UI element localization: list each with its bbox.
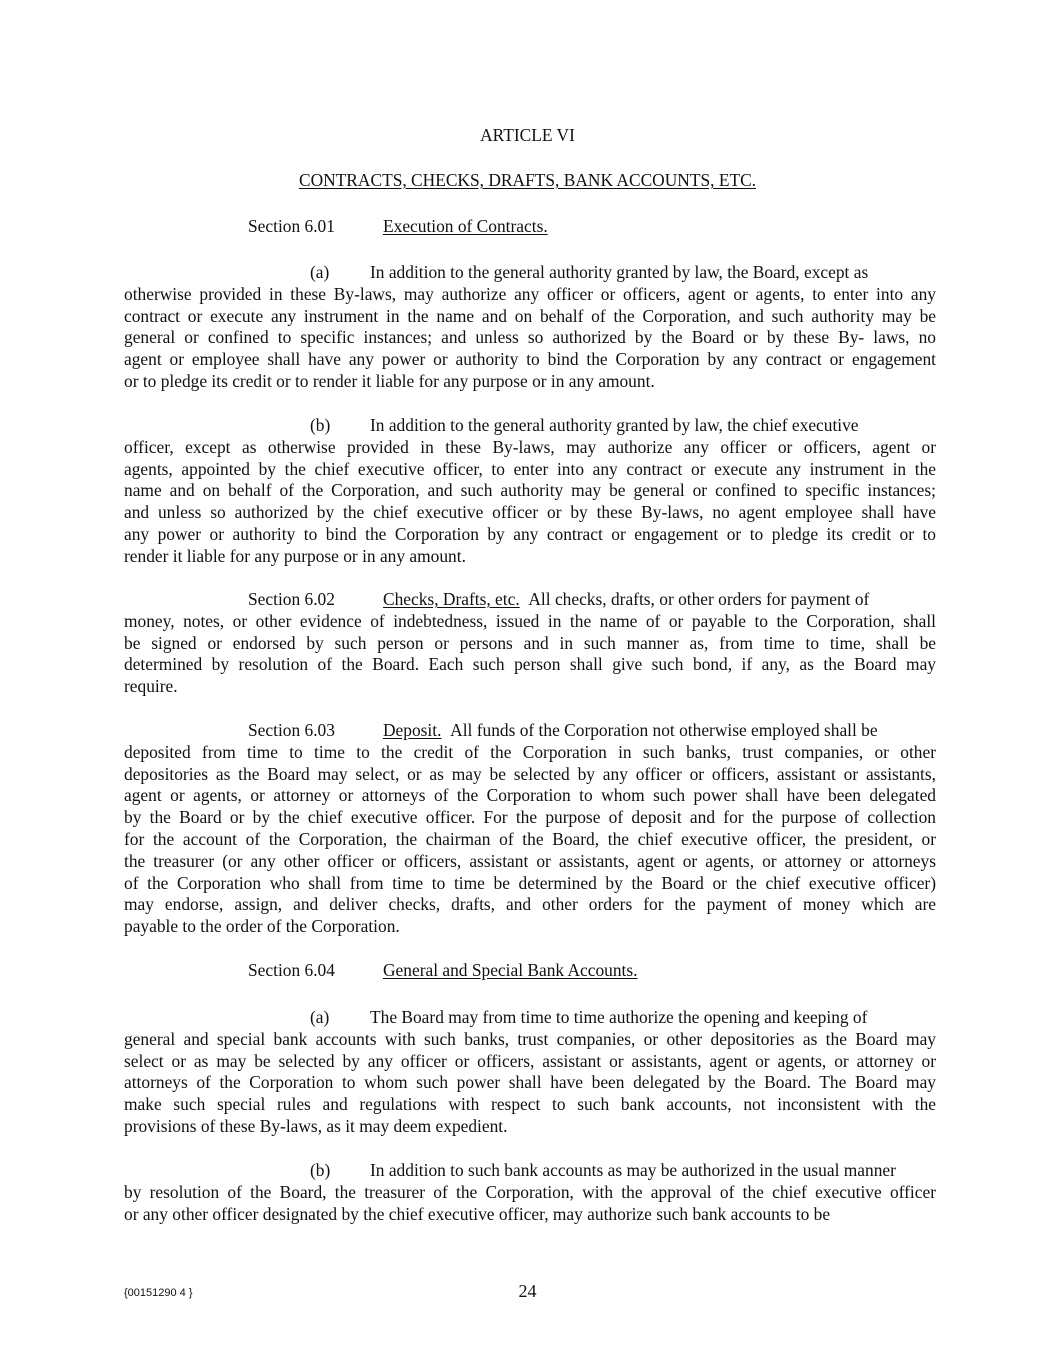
section-6-03-first-line [124, 720, 936, 742]
paragraph-line: attorneys of the Corporation to whom such power shall have been delegated by the Board. The Board may [124, 1072, 936, 1093]
paragraph-line: agents, appointed by the chief executive officer, to enter into any contract or execute any instrument in the [124, 458, 936, 479]
paragraph-line: for the account of the Corporation, the chairman of the Board, the chief executive officer, the president, or [124, 828, 936, 849]
paragraph-line: by the Board or by the chief executive officer. For the purpose of deposit and for the purpose of collection [124, 807, 936, 828]
paragraph-line: render it liable for any purpose or in any amount. [124, 545, 466, 566]
paragraph-line: provisions of these By-laws, as it may deem expedient. [124, 1115, 508, 1136]
paragraph-line: the treasurer (or any other officer or officers, assistant or assistants, agent or agents, or attorney or attorneys [124, 850, 936, 871]
paragraph-line: otherwise provided in these By-laws, may authorize any officer or officers, agent or agents, to enter into any [124, 283, 936, 304]
section-6-01-heading: Execution of Contracts. [383, 216, 548, 236]
section-6-03 [124, 720, 936, 938]
paragraph-line: of the Corporation who shall from time to time be determined by the Board or the chief executive officer) [124, 872, 936, 893]
section-6-01-number: Section 6.01 [248, 216, 335, 236]
section-6-02 [124, 589, 936, 698]
section-6-01-a [124, 262, 936, 393]
section-6-03-number: Section 6.03 [248, 720, 335, 740]
paragraph-line: depositories as the Board may select, or as may be selected by any officer or officers, assistant or assistants, [124, 763, 936, 784]
article-number: ARTICLE VI [480, 125, 575, 145]
paragraph-line: make such special rules and regulations with respect to such bank accounts, not inconsistent with the [124, 1094, 936, 1115]
article-title: CONTRACTS, CHECKS, DRAFTS, BANK ACCOUNTS, ETC. [298, 170, 757, 190]
paragraph-line: be signed or endorsed by such person or persons and in such manner as, from time to time, shall be [124, 632, 936, 653]
paragraph-line: In addition to such bank accounts as may be authorized in the usual manner [370, 1160, 896, 1180]
paragraph-line: In addition to the general authority granted by law, the Board, except as [370, 262, 869, 282]
paragraph-line: agent or employee shall have any power or authority to bind the Corporation by any contract or engagement [124, 349, 936, 370]
paragraph-line: All funds of the Corporation not otherwise employed shall be [450, 720, 878, 740]
paragraph-first-line [124, 415, 936, 437]
section-6-04-heading: General and Special Bank Accounts. [383, 960, 638, 980]
paragraph-line: or to pledge its credit or to render it liable for any purpose or in any amount. [124, 370, 655, 391]
section-6-04-number: Section 6.04 [248, 960, 335, 980]
section-6-04-b [124, 1160, 936, 1225]
paragraph-line: require. [124, 676, 178, 697]
paragraph-line: The Board may from time to time authorize the opening and keeping of [370, 1007, 868, 1027]
paragraph-first-line [124, 1160, 936, 1182]
paragraph-first-line [124, 262, 936, 284]
paragraph-line: determined by resolution of the Board. Each such person shall give such bond, if any, as the Board may [124, 654, 936, 675]
paragraph-line: In addition to the general authority granted by law, the chief executive [370, 415, 859, 435]
sub-label: (a) [310, 1007, 330, 1027]
section-6-04-a [124, 1007, 936, 1138]
paragraph-line: name and on behalf of the Corporation, and such authority may be general or confined to specific instances; [124, 480, 936, 501]
paragraph-line: payable to the order of the Corporation. [124, 916, 400, 937]
sub-label: (b) [310, 1160, 331, 1180]
section-6-03-heading: Deposit. [383, 720, 442, 740]
paragraph-line: deposited from time to time to the credit of the Corporation in such banks, trust companies, or other [124, 741, 936, 762]
paragraph-first-line [124, 1007, 936, 1029]
paragraph-line: select or as may be selected by any officer or officers, assistant or assistants, agent or agents, or attorney or [124, 1050, 936, 1071]
paragraph-line: and unless so authorized by the chief executive officer or by these By-laws, no agent employee shall have [124, 502, 936, 523]
paragraph-line: may endorse, assign, and deliver checks, drafts, and other orders for the payment of money which are [124, 894, 936, 915]
paragraph-line: agent or agents, or attorney or attorneys of the Corporation to whom such power shall have been delegated [124, 785, 936, 806]
paragraph-line: or any other officer designated by the chief executive officer, may authorize such bank accounts to be [124, 1203, 831, 1224]
paragraph-line: general or confined to specific instances; and unless so authorized by the Board or by these By- laws, no [124, 327, 936, 348]
paragraph-line: general and special bank accounts with such banks, trust companies, or other depositories as the Board may [124, 1028, 936, 1049]
section-6-02-heading: Checks, Drafts, etc. [383, 589, 520, 609]
section-6-02-first-line [124, 589, 936, 611]
paragraph-line: contract or execute any instrument in the name and on behalf of the Corporation, and such authority may be [124, 305, 936, 326]
paragraph-line: by resolution of the Board, the treasurer of the Corporation, with the approval of the chief executive officer [124, 1181, 936, 1202]
section-6-01-b [124, 415, 936, 568]
section-6-02-number: Section 6.02 [248, 589, 335, 609]
page-number: 24 [518, 1281, 537, 1301]
sub-label: (a) [310, 262, 330, 282]
document-id: {00151290 4 } [124, 1287, 193, 1299]
paragraph-line: any power or authority to bind the Corporation by any contract or engagement or to pledge its credit or to [124, 523, 936, 544]
paragraph-line: money, notes, or other evidence of indebtedness, issued in the name of or payable to the Corporation, shall [124, 610, 936, 631]
sub-label: (b) [310, 415, 331, 435]
paragraph-line: officer, except as otherwise provided in these By-laws, may authorize any officer or officers, agent or [124, 436, 936, 457]
paragraph-line: All checks, drafts, or other orders for payment of [528, 589, 870, 609]
